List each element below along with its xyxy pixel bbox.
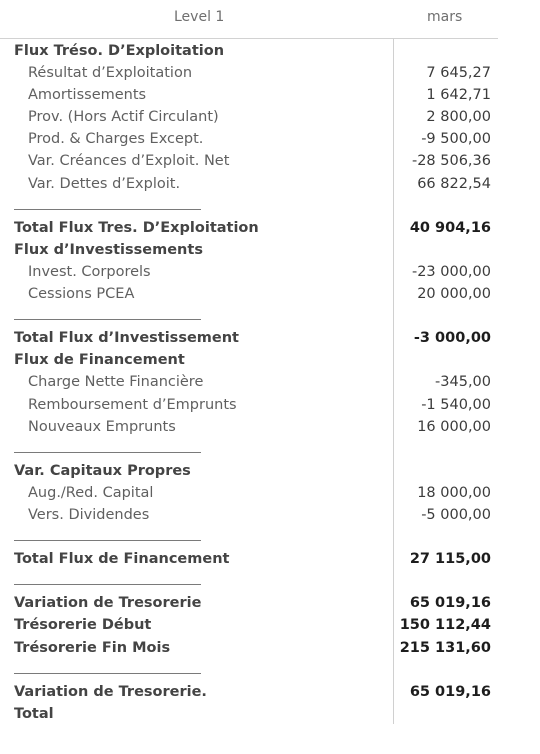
total-row (0, 703, 498, 725)
separator-row (0, 526, 498, 548)
row-label: Remboursement d’Emprunts (28, 396, 237, 413)
separator-line (14, 209, 201, 210)
separator-row (0, 659, 498, 681)
row-label: Var. Dettes d’Exploit. (28, 175, 181, 192)
table-header (0, 0, 498, 39)
row-label: Variation de Tresorerie. (14, 683, 207, 700)
total-row (0, 681, 498, 703)
row-label: Invest. Corporels (28, 263, 151, 280)
row-value: 1 642,71 (426, 87, 491, 104)
table-row (0, 173, 498, 195)
separator-line (14, 673, 201, 674)
table-row (0, 261, 498, 283)
table-row (0, 128, 498, 150)
total-row (0, 614, 498, 636)
row-value: -28 506,36 (411, 153, 491, 170)
table-row (0, 283, 498, 305)
table-row (0, 482, 498, 504)
row-label: Prov. (Hors Actif Circulant) (28, 109, 219, 126)
row-label: Variation de Tresorerie (14, 595, 202, 612)
table-row (0, 84, 498, 106)
row-value: 2 800,00 (426, 109, 491, 126)
row-label: Nouveaux Emprunts (28, 418, 176, 435)
row-label: Prod. & Charges Except. (28, 131, 204, 148)
row-label: Total Flux Tres. D’Exploitation (14, 219, 259, 236)
total-row (0, 592, 498, 614)
total-row (0, 548, 498, 570)
row-value: 16 000,00 (417, 418, 491, 435)
section-row (0, 239, 498, 261)
row-value: 27 115,00 (409, 551, 491, 568)
table-row (0, 106, 498, 128)
total-row (0, 637, 498, 659)
separator-row (0, 438, 498, 460)
row-value: 20 000,00 (417, 286, 491, 303)
separator-line (14, 540, 201, 541)
row-value: 65 019,16 (409, 595, 491, 612)
level-column-header[interactable]: Level 1 (174, 9, 225, 25)
row-value: 66 822,54 (417, 175, 491, 192)
cash-flow-table (0, 40, 498, 725)
row-label: Total (14, 705, 54, 722)
table-row (0, 394, 498, 416)
table-row (0, 62, 498, 84)
row-label: Amortissements (28, 87, 147, 104)
row-label: Trésorerie Début (14, 617, 152, 634)
row-value: -23 000,00 (411, 263, 491, 280)
separator-line (14, 452, 201, 453)
section-row (0, 460, 498, 482)
row-label: Trésorerie Fin Mois (14, 639, 171, 656)
separator-row (0, 305, 498, 327)
row-label: Résultat d’Exploitation (28, 65, 193, 82)
total-row (0, 217, 498, 239)
row-label: Flux Tréso. D’Exploitation (14, 43, 225, 59)
separator-line (14, 584, 201, 585)
row-value: -1 540,00 (421, 396, 491, 413)
row-label: Vers. Dividendes (28, 506, 150, 523)
row-label: Total Flux de Financement (14, 551, 230, 568)
row-value: -9 500,00 (421, 131, 491, 148)
table-row (0, 150, 498, 172)
table-row (0, 416, 498, 438)
separator-row (0, 570, 498, 592)
total-row (0, 327, 498, 349)
row-value: 215 131,60 (399, 639, 491, 656)
row-value: 150 112,44 (399, 617, 491, 634)
table-row (0, 504, 498, 526)
row-label: Charge Nette Financière (28, 374, 204, 391)
row-label: Cessions PCEA (28, 286, 135, 303)
separator-line (14, 319, 201, 320)
row-value: 18 000,00 (417, 484, 491, 501)
row-value: -345,00 (435, 374, 491, 391)
row-label: Flux d’Investissements (14, 241, 203, 258)
row-value: 65 019,16 (409, 683, 491, 700)
row-value: 7 645,27 (426, 65, 491, 82)
row-label: Aug./Red. Capital (28, 484, 154, 501)
section-row (0, 40, 498, 62)
table-row (0, 371, 498, 393)
row-value: 40 904,16 (409, 219, 491, 236)
row-value: -3 000,00 (413, 330, 491, 347)
row-label: Var. Capitaux Propres (14, 462, 191, 479)
row-label: Total Flux d’Investissement (14, 330, 239, 347)
row-label: Var. Créances d’Exploit. Net (28, 153, 230, 170)
month-column-header[interactable]: mars (427, 9, 463, 25)
row-label: Flux de Financement (14, 352, 185, 369)
row-value: -5 000,00 (421, 506, 491, 523)
section-row (0, 349, 498, 371)
separator-row (0, 195, 498, 217)
